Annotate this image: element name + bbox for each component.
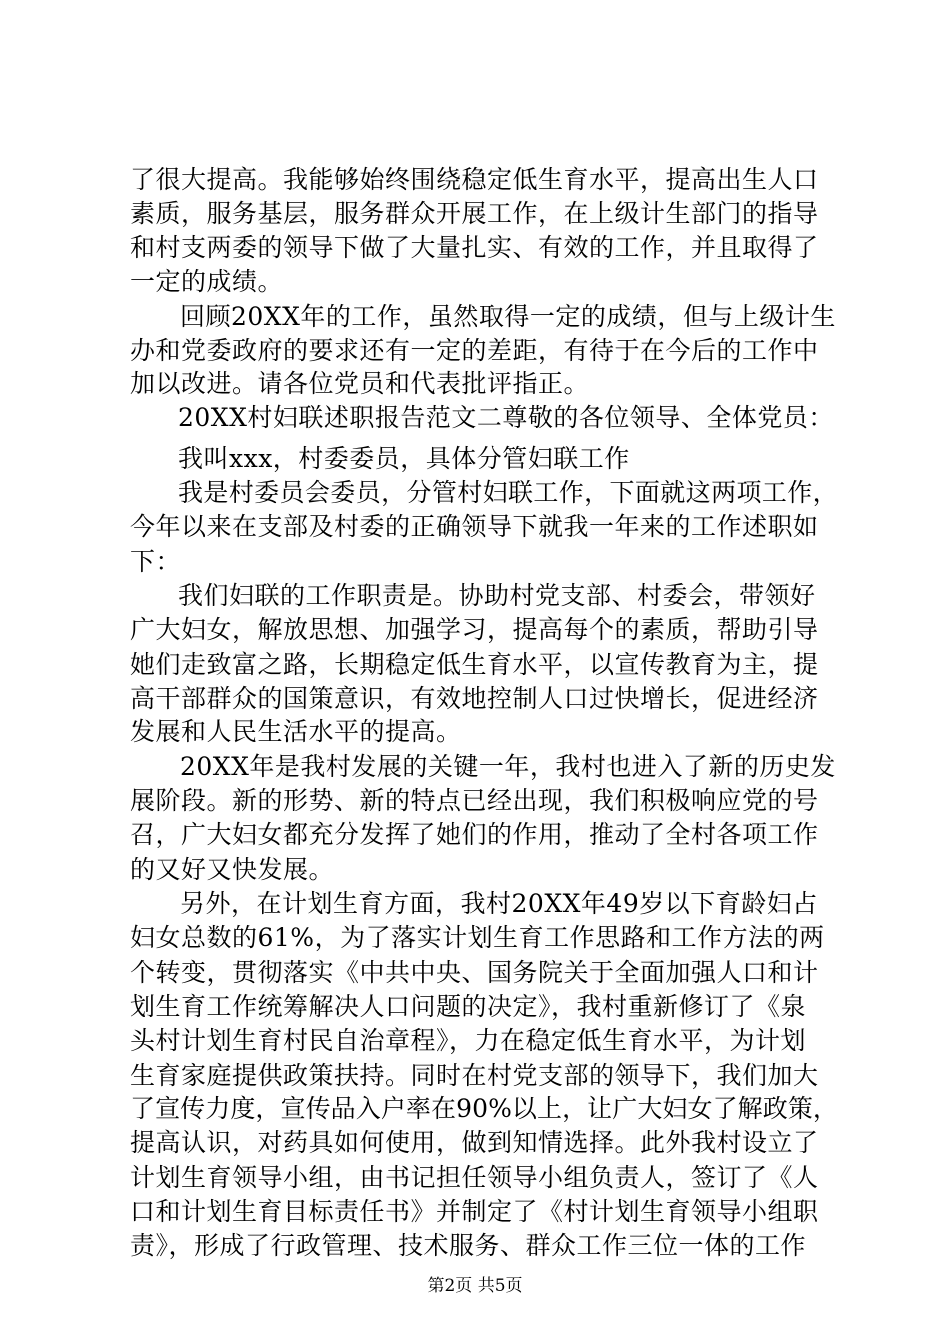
text-line: 我叫xxx，村委委员，具体分管妇联工作 <box>178 444 630 474</box>
text-line: 另外，在计划生育方面，我村20XX年49岁以下育龄妇占 <box>180 888 818 918</box>
text-line: 展阶段。新的形势、新的特点已经出现，我们积极响应党的号 <box>130 786 819 816</box>
text-line: 广大妇女，解放思想、加强学习，提高每个的素质，帮助引导 <box>130 614 819 644</box>
text-line: 了宣传力度，宣传品入户率在90%以上，让广大妇女了解政策， <box>130 1094 838 1124</box>
text-line: 20XX年是我村发展的关键一年，我村也进入了新的历史发 <box>180 752 836 782</box>
page-number-footer: 第2页 共5页 <box>427 1276 523 1296</box>
text-line: 的又好又快发展。 <box>130 855 335 885</box>
text-line: 办和党委政府的要求还有一定的差距，有待于在今后的工作中 <box>130 335 819 365</box>
text-line: 素质，服务基层，服务群众开展工作，在上级计生部门的指导 <box>130 198 819 228</box>
text-line: 个转变，贯彻落实《中共中央、国务院关于全面加强人口和计 <box>130 957 819 987</box>
text-line: 发展和人民生活水平的提高。 <box>130 717 462 747</box>
text-line: 我是村委员会委员，分管村妇联工作，下面就这两项工作， <box>178 478 838 508</box>
text-line: 召，广大妇女都充分发挥了她们的作用，推动了全村各项工作 <box>130 820 819 850</box>
text-line: 下： <box>130 546 182 576</box>
text-line: 提高认识，对药具如何使用，做到知情选择。此外我村设立了 <box>130 1128 819 1158</box>
text-line: 20XX村妇联述职报告范文二尊敬的各位领导、全体党员： <box>178 403 834 433</box>
text-line: 妇女总数的61%，为了落实计划生育工作思路和工作方法的两 <box>130 922 825 952</box>
text-line: 高干部群众的国策意识，有效地控制人口过快增长，促进经济 <box>130 683 819 713</box>
text-line: 头村计划生育村民自治章程》，力在稳定低生育水平，为计划 <box>130 1025 807 1055</box>
text-line: 计划生育领导小组，由书记担任领导小组负责人，签订了《人 <box>130 1163 819 1193</box>
text-line: 责》，形成了行政管理、技术服务、群众工作三位一体的工作 <box>130 1231 807 1261</box>
text-line: 回顾20XX年的工作，虽然取得一定的成绩，但与上级计生 <box>180 301 836 331</box>
text-line: 口和计划生育目标责任书》并制定了《村计划生育领导小组职 <box>130 1197 819 1227</box>
text-line: 一定的成绩。 <box>130 266 284 296</box>
text-line: 她们走致富之路，长期稳定低生育水平，以宣传教育为主，提 <box>130 649 819 679</box>
text-line: 我们妇联的工作职责是。协助村党支部、村委会，带领好 <box>178 580 816 610</box>
text-line: 了很大提高。我能够始终围绕稳定低生育水平，提高出生人口 <box>130 165 819 194</box>
text-line: 今年以来在支部及村委的正确领导下就我一年来的工作述职如 <box>130 511 819 541</box>
text-line: 加以改进。请各位党员和代表批评指正。 <box>130 369 590 399</box>
text-line: 和村支两委的领导下做了大量扎实、有效的工作，并且取得了 <box>130 232 819 262</box>
text-line: 生育家庭提供政策扶持。同时在村党支部的领导下，我们加大 <box>130 1060 819 1090</box>
text-line: 划生育工作统筹解决人口问题的决定》，我村重新修订了《泉 <box>130 991 807 1021</box>
